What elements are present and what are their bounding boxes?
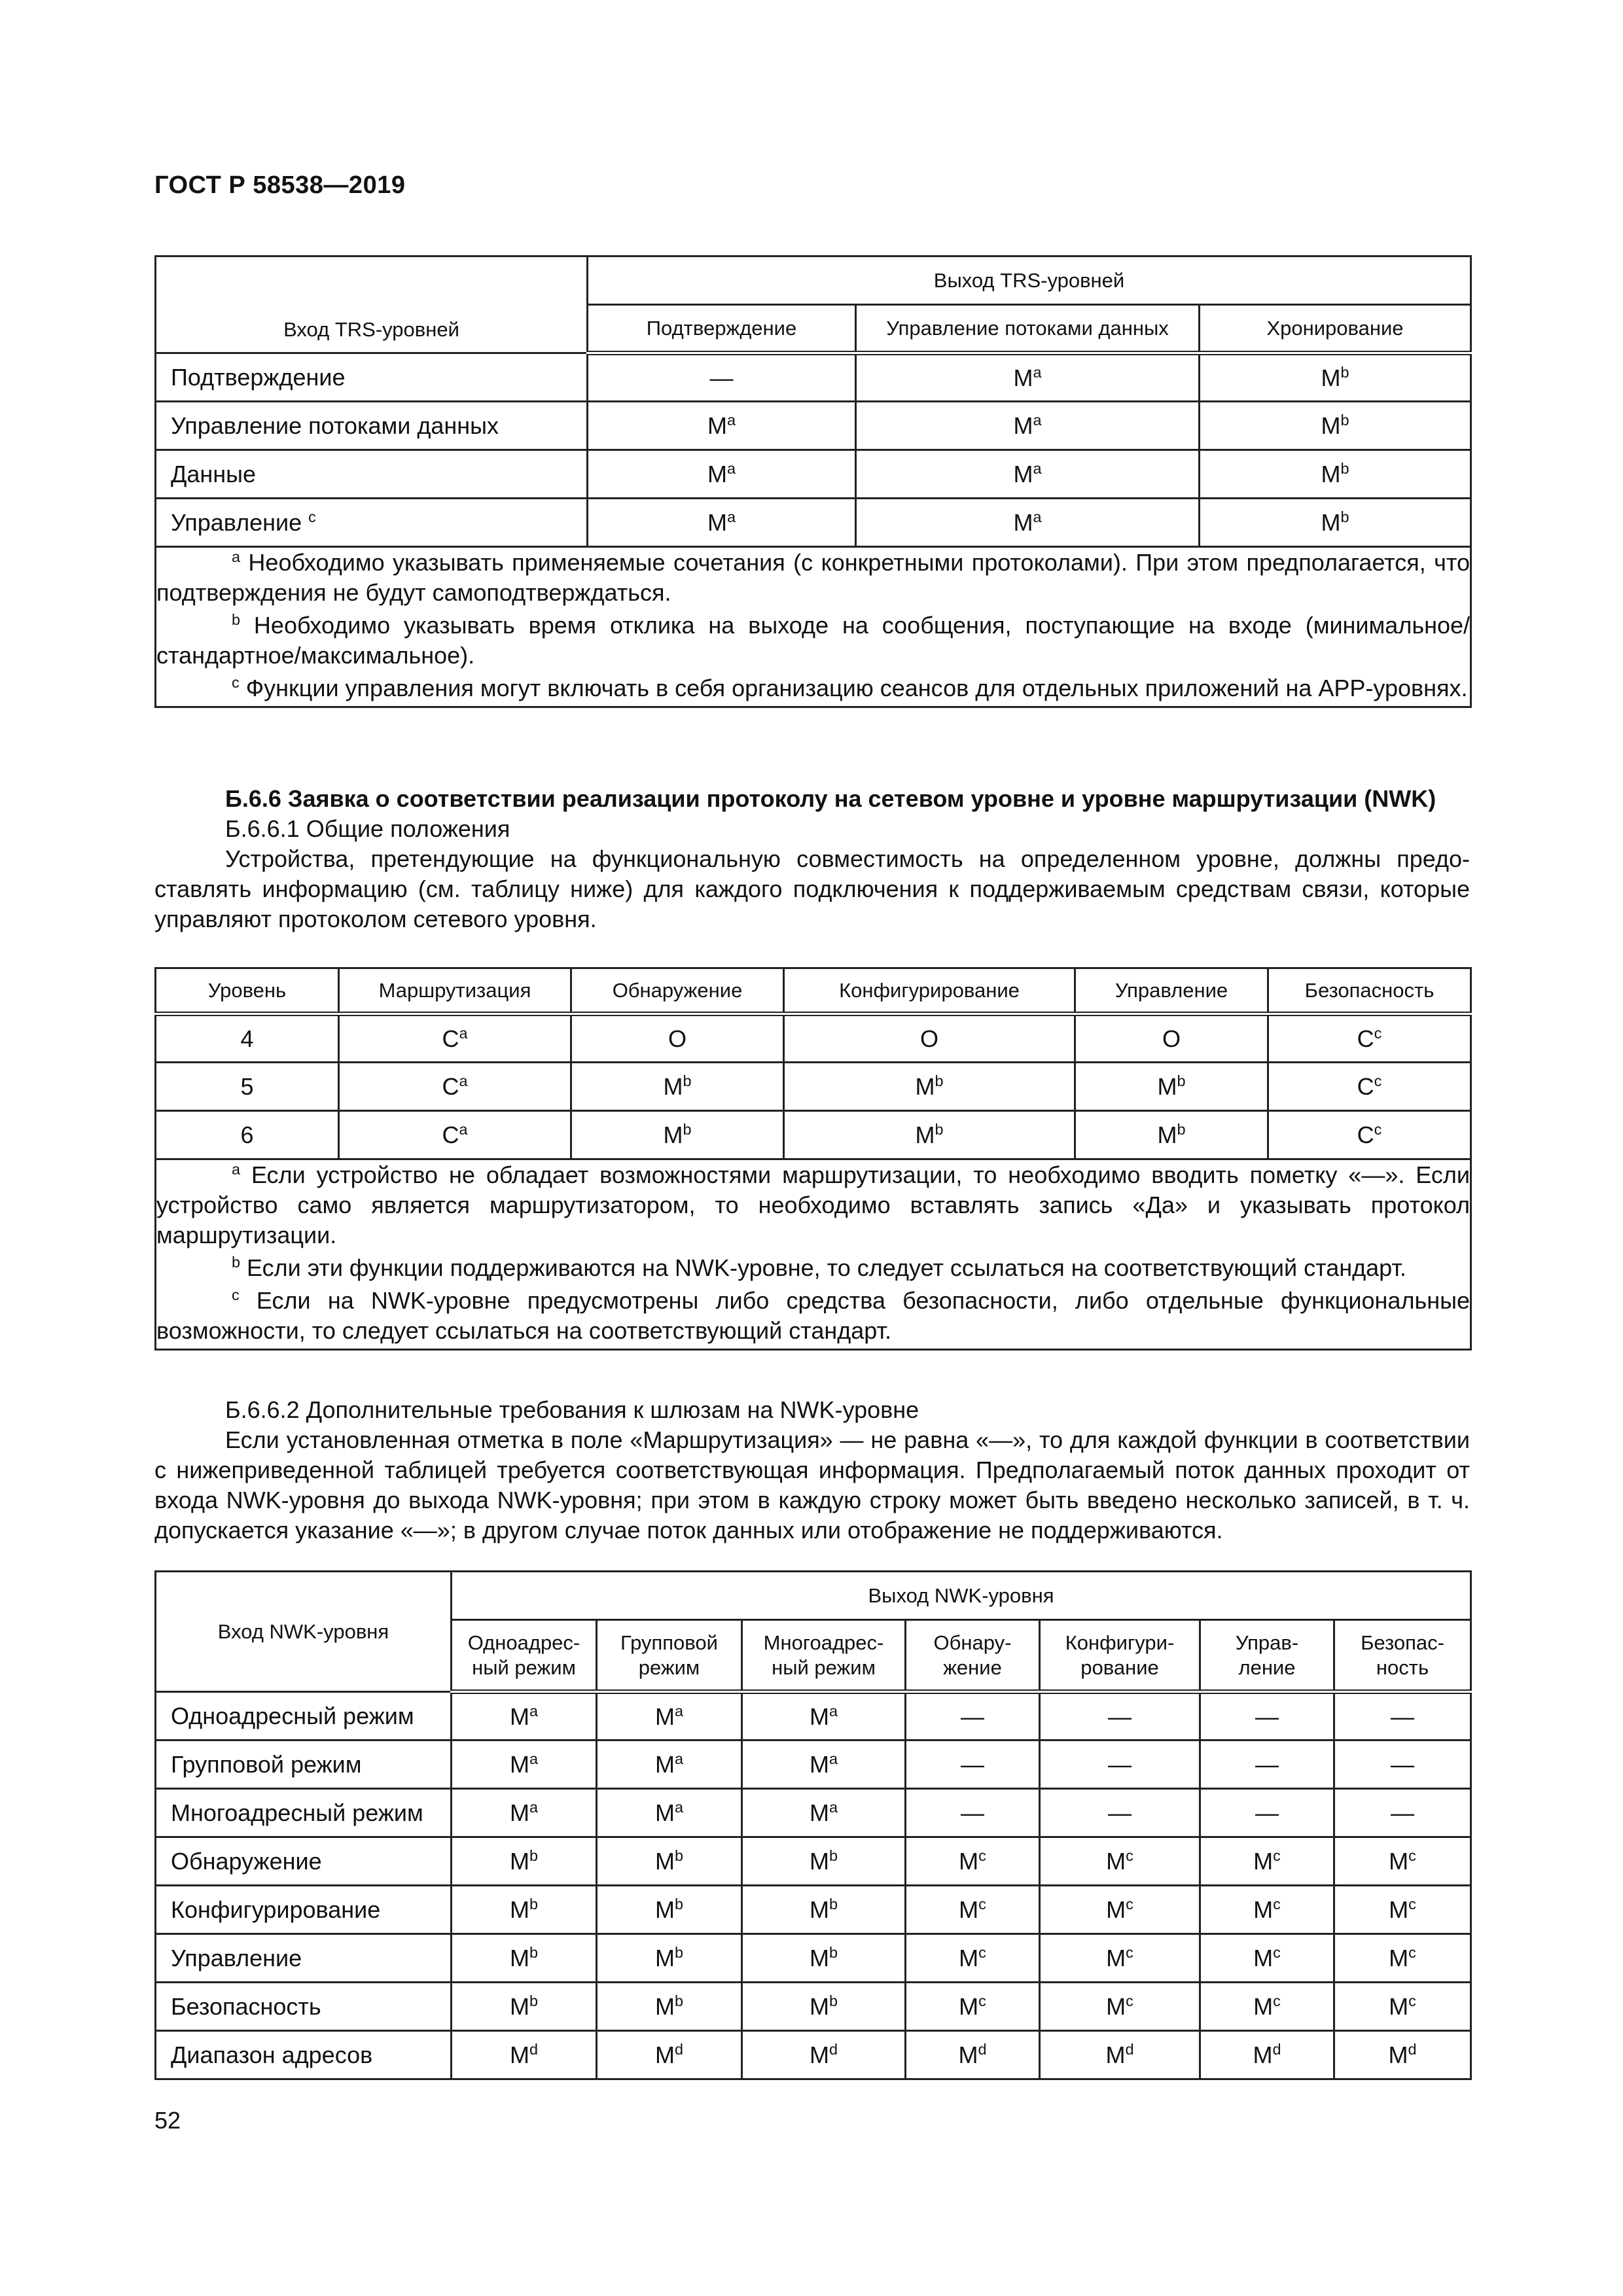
table-row [156,1983,1471,2031]
table-cell: — [1200,1740,1334,1789]
table-cell: — [906,1692,1040,1740]
table-cell: $M^a$ [856,353,1200,402]
table-cell: $M^a$ [588,402,856,450]
footnote: $^b$ Необходимо указывать время отклика на выходе на сообщения, поступающие на входе (минимальное/стандартное/максимальное). [156,611,1470,669]
table2-col-header: Маршрутизация [339,968,571,1014]
table-cell: $M^c$ [1200,1837,1334,1886]
table-cell: O [571,1014,784,1063]
table-cell: $M^b$ [597,1837,742,1886]
table2-col-header: Управление [1075,968,1268,1014]
table-cell: $M^c$ [906,1983,1040,2031]
table-cell: $M^c$ [906,1837,1040,1886]
table-cell: $C^a$ [339,1063,571,1111]
table-row [156,1014,1471,1063]
table-cell: $M^b$ [1200,402,1471,450]
row-label: Одноадресный режим [156,1692,452,1740]
table-cell: $M^b$ [1200,499,1471,547]
trs-levels-table [154,255,1472,708]
row-label: Управление потоками данных [156,402,588,450]
table1-col-header: Управление потоками данных [856,305,1200,353]
footnote: $^c$ Функции управления могут включать в себя организацию сеансов для отдельных приложений на APP-уровнях. [232,674,1468,701]
table1-footnotes [156,547,1471,707]
footnote: $^a$ Если устройство не обладает возможностями маршрутизации, то необходимо вводить пометку «—». Если устройство само является маршрутизатором, то необходимо вставлять запись «Да» и указывать протокол маршрутизации. [156,1161,1470,1248]
col-header-line: ление [1238,1655,1296,1679]
footnote: $^b$ Если эти функции поддерживаются на NWK-уровне, то следует ссылаться на соответствующий стандарт. [232,1254,1406,1281]
footnote: $^c$ Если на NWK-уровне предусмотрены либо средства безопасности, либо отдельные функциональные возможности, то следует ссылаться на соответствующий стандарт. [156,1286,1470,1344]
table-cell: $M^c$ [1334,1983,1471,2031]
table-cell: $M^b$ [784,1111,1075,1159]
col-header-line: Многоадрес- [763,1631,884,1654]
col-header-line: Одноадрес- [467,1631,580,1654]
table-cell: $M^a$ [856,402,1200,450]
table-row [156,1692,1471,1740]
nwk-gateway-table [154,1570,1472,2080]
row-label: Конфигурирование [156,1886,452,1934]
table3-group-header: Выход NWK-уровня [452,1572,1471,1620]
table1-col-header: Подтверждение [588,305,856,353]
table-row [156,1063,1471,1111]
table-cell: — [1200,1789,1334,1837]
table-row [156,1789,1471,1837]
table-cell: $M^b$ [1200,450,1471,499]
table-cell: $M^a$ [742,1692,906,1740]
table-cell: $C^c$ [1268,1111,1471,1159]
col-header-line: ный режим [772,1655,876,1679]
table-cell: $M^c$ [1040,1837,1200,1886]
table-cell: $M^d$ [742,2031,906,2079]
table-row [156,1111,1471,1159]
table-cell: — [1040,1692,1200,1740]
table-cell: $M^b$ [1200,353,1471,402]
row-label: Обнаружение [156,1837,452,1886]
col-header-line: Обнару- [933,1631,1012,1654]
table-cell: — [1334,1692,1471,1740]
table-cell: $M^d$ [452,2031,597,2079]
table3-col-header [1200,1620,1334,1692]
col-header-line: ность [1376,1655,1429,1679]
table-cell: $M^c$ [1334,1886,1471,1934]
table-row [156,353,1471,402]
table-cell: — [1334,1740,1471,1789]
table-cell: $M^c$ [906,1934,1040,1983]
table-cell: $M^b$ [784,1063,1075,1111]
table2-col-header: Обнаружение [571,968,784,1014]
table-cell: — [906,1789,1040,1837]
table2-col-header: Безопасность [1268,968,1471,1014]
table-cell: $M^b$ [597,1983,742,2031]
table-cell: $M^a$ [856,450,1200,499]
table2-col-header: Конфигурирование [784,968,1075,1014]
subsection-title: Б.6.6.2 Дополнительные требования к шлюзам на NWK-уровне [225,1396,919,1423]
col-header-line: ный режим [472,1655,576,1679]
table-cell: $C^c$ [1268,1063,1471,1111]
table-row [156,402,1471,450]
table-cell: $M^b$ [571,1111,784,1159]
table-cell: $M^a$ [597,1692,742,1740]
page-number: 52 [154,2107,181,2134]
row-label: Управление $^c$ [156,499,588,547]
table-cell: $M^c$ [1200,1983,1334,2031]
col-header-line: рование [1080,1655,1159,1679]
table-cell: $M^b$ [452,1837,597,1886]
table-cell: $M^b$ [597,1934,742,1983]
table2-footnotes [156,1159,1471,1350]
table-cell: $M^b$ [452,1983,597,2031]
section-b666 [154,784,1470,934]
table3-row-header: Вход NWK-уровня [156,1572,452,1692]
table3-col-header [597,1620,742,1692]
table-cell: $M^b$ [742,1934,906,1983]
table-cell: $M^a$ [742,1789,906,1837]
table-cell: $M^b$ [452,1886,597,1934]
table-cell: $M^b$ [742,1983,906,2031]
table-row [156,1886,1471,1934]
col-header-line: Групповой [620,1631,718,1654]
section-heading: Б.6.6 Заявка о соответствии реализации протоколу на сетевом уровне и уровне маршрутизации (NWK) [225,785,1436,812]
row-label: Данные [156,450,588,499]
table-cell: $M^a$ [452,1692,597,1740]
table-cell: — [1334,1789,1471,1837]
table-row [156,450,1471,499]
table-cell: $C^a$ [339,1111,571,1159]
row-label: Диапазон адресов [156,2031,452,2079]
table1-group-header: Выход TRS-уровней [588,256,1471,305]
table-cell: $M^d$ [1040,2031,1200,2079]
table-cell: $M^c$ [1040,1934,1200,1983]
col-header-line: режим [638,1655,700,1679]
table-cell: $M^d$ [906,2031,1040,2079]
row-label: Многоадресный режим [156,1789,452,1837]
document-code: ГОСТ Р 58538—2019 [154,171,406,199]
table-row [156,1740,1471,1789]
nwk-levels-table [154,967,1472,1351]
table-cell: $M^c$ [1040,1886,1200,1934]
table-row [156,1837,1471,1886]
col-header-line: Конфигури- [1065,1631,1175,1654]
table-cell: $M^b$ [597,1886,742,1934]
row-label: Групповой режим [156,1740,452,1789]
paragraph: Если установленная отметка в поле «Маршрутизация» — не равна «—», то для каждой функции в соответствии с нижеприведенной таблицей требуется соответствующая информация. Предполагаемый поток данных проходит от входа NWK-уровня до выхода NWK-уровня; при этом в каждую строку может быть введено несколько записей, в т. ч. допускается указание «—»; в другом случае поток данных или отображение не поддерживаются. [154,1426,1470,1544]
table1-col-header: Хронирование [1200,305,1471,353]
table-cell: $M^b$ [742,1886,906,1934]
table-cell: $M^c$ [906,1886,1040,1934]
table3-col-header [452,1620,597,1692]
table-cell: $C^a$ [339,1014,571,1063]
table-cell: $M^c$ [1334,1837,1471,1886]
table-cell: O [784,1014,1075,1063]
table-cell: $M^c$ [1040,1983,1200,2031]
table-cell: $M^b$ [452,1934,597,1983]
col-header-line: Безопас- [1361,1631,1444,1654]
table-cell: $M^a$ [452,1740,597,1789]
table-cell: 6 [156,1111,339,1159]
table-cell: $M^b$ [571,1063,784,1111]
table-cell: $M^a$ [597,1789,742,1837]
section-b6662 [154,1395,1470,1545]
table-cell: $M^d$ [597,2031,742,2079]
table-cell: $M^a$ [742,1740,906,1789]
table-cell: $M^a$ [588,499,856,547]
table-cell: $M^b$ [742,1837,906,1886]
table-cell: $M^c$ [1200,1934,1334,1983]
table-cell: 4 [156,1014,339,1063]
table-cell: $M^d$ [1200,2031,1334,2079]
col-header-line: жение [943,1655,1002,1679]
table-cell: $M^c$ [1334,1934,1471,1983]
table-cell: $M^b$ [1075,1063,1268,1111]
table-cell: — [1040,1740,1200,1789]
table3-col-header [742,1620,906,1692]
table3-col-header [1334,1620,1471,1692]
table-cell: $M^a$ [856,499,1200,547]
table-cell: $M^a$ [588,450,856,499]
table-cell: $M^a$ [452,1789,597,1837]
table-cell: — [588,353,856,402]
table1-row-header: Вход TRS-уровней [156,256,588,353]
table-cell: $M^d$ [1334,2031,1471,2079]
table-cell: — [906,1740,1040,1789]
footnote: $^a$ Необходимо указывать применяемые сочетания (с конкретными протоколами). При этом предполагается, что подтверждения не будут самоподтверждаться. [156,548,1471,606]
paragraph: Устройства, претендующие на функциональную совместимость на определенном уровне, должны предоставлять информацию (см. таблицу ниже) для каждого подключения к поддерживаемым средствам связи, которые управляют протоколом сетевого уровня. [154,845,1470,932]
subsection-title: Б.6.6.1 Общие положения [225,815,510,842]
table-row [156,2031,1471,2079]
table-cell: $M^c$ [1200,1886,1334,1934]
row-label: Управление [156,1934,452,1983]
table-cell: $C^c$ [1268,1014,1471,1063]
table-cell: $M^b$ [1075,1111,1268,1159]
table-cell: $M^a$ [597,1740,742,1789]
table2-col-header: Уровень [156,968,339,1014]
table-row [156,499,1471,547]
table-cell: — [1040,1789,1200,1837]
col-header-line: Управ- [1235,1631,1299,1654]
row-label: Безопасность [156,1983,452,2031]
row-label: Подтверждение [156,353,588,402]
table3-col-header [1040,1620,1200,1692]
table-cell: O [1075,1014,1268,1063]
table-row [156,1934,1471,1983]
table3-col-header [906,1620,1040,1692]
table-cell: 5 [156,1063,339,1111]
table-cell: — [1200,1692,1334,1740]
